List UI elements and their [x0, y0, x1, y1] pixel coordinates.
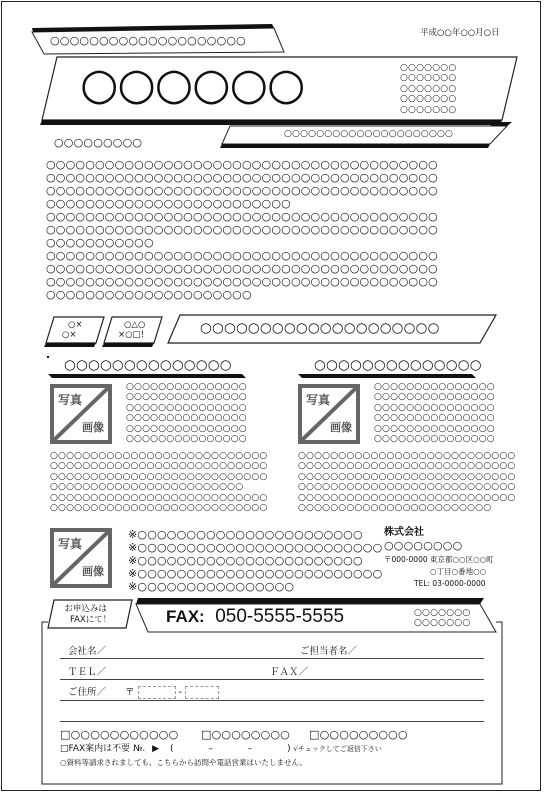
fax-number-line	[166, 606, 344, 628]
left-body-line: ○○○○○○○○○○○○○○○○○○○○○○○○○○○	[50, 451, 268, 461]
left-side-text	[126, 382, 247, 444]
header-right-line: ○○○○○○○	[400, 83, 457, 94]
footer-note: ○資料等請求されましても、こちらから訪問や電話営業はいたしません。	[60, 758, 307, 767]
right-body-line: ○○○○○○○○○○○○○○○○○○○○○○○○○○○	[298, 451, 516, 461]
flyer-page	[1, 1, 541, 791]
note-line: ※○○○○○○○○○○○○○○○○○○○○○○○	[128, 528, 363, 541]
right-photo-placeholder	[298, 384, 360, 444]
fax-number-separator: –	[208, 744, 213, 754]
right-body-line: ○○○○○○○○○○○○○○○○○○○○○○○○○○○	[298, 471, 516, 482]
tel-label: ＴＥＬ／	[68, 667, 107, 678]
intro-heading: ○○○○○○○○○	[54, 136, 143, 149]
left-body-line: ○○○○○○○○○○○○○○○○○○○○○○○○○○○	[50, 461, 268, 472]
left-side-line: ○○○○○○○○○○○○○○○	[126, 392, 247, 403]
right-side-line: ○○○○○○○○○○○○○○○	[374, 423, 495, 434]
fax-number: 050-5555-5555	[215, 606, 345, 627]
note-line: ※○○○○○○○○○○○○○○○○○○○○○○○○○	[128, 541, 383, 554]
left-photo-label-top: 写真	[58, 393, 83, 407]
right-heading-decor	[296, 354, 496, 380]
left-body-line: ○○○○○○○○○○○○○○○○○○○○○○○○	[50, 482, 244, 493]
company-address-2: ○丁目○番地○○	[430, 567, 487, 576]
intro-line: ○○○○○○○○○○○○○○○○○○○○○○○○○○○○○○○○○○○○○○○○	[46, 262, 438, 275]
right-side-line: ○○○○○○○○○○○○○○○	[374, 382, 495, 392]
checkbox-option-2[interactable]: □○○○○○○○○	[201, 728, 290, 741]
right-column-heading: ○○○○○○○○○○○○○○	[314, 357, 482, 373]
intro-paragraph	[46, 158, 516, 301]
address-label-text: ご住所／	[68, 687, 107, 698]
banner-tag-1-line: ○×	[62, 330, 77, 340]
header-right-line: ○○○○○○○	[400, 104, 457, 115]
date-text: 平成○○年○○月○日	[420, 28, 500, 38]
header-right-line: ○○○○○○○	[400, 73, 457, 84]
notes-list	[128, 528, 382, 593]
fax-number-separator: –	[247, 744, 253, 754]
main-title: ○○○○○○	[80, 60, 305, 110]
banner-tag-2-line: ×○□!	[118, 330, 144, 340]
paren-close: )	[287, 744, 291, 754]
header-right-block	[400, 63, 456, 115]
header-right-line: ○○○○○○○	[400, 94, 457, 105]
fax-field-label: ＦＡＸ／	[270, 667, 309, 678]
company-name-field[interactable]	[60, 658, 484, 659]
left-body-text	[50, 451, 267, 513]
left-side-line: ○○○○○○○○○○○○○○○	[126, 382, 247, 392]
right-side-line: ○○○○○○○○○○○○○○○	[374, 402, 495, 413]
check-note: √チェックしてご返信下さい	[293, 745, 382, 753]
right-body-line: ○○○○○○○○○○○○○○○○○○○○○○○○○○○	[298, 482, 516, 493]
company-name-label: 会社名／	[68, 646, 107, 657]
header-strip-text: ○○○○○○○○○○○○○○○○○○○○○	[284, 129, 454, 139]
note-line: ※○○○○○○○○○○○○○○○○○○○○○○○	[128, 554, 363, 567]
banner-tag-1	[62, 320, 83, 340]
intro-line: ○○○○○○○○○○○○○○○○○○○○○○○○○○○○○○○○○○○○○○○○	[46, 210, 438, 223]
right-photo-label-top: 写真	[306, 393, 331, 407]
notes-photo-placeholder	[50, 528, 112, 588]
intro-line: ○○○○○○○○○○○○○○○○○○○○○○○○○○○○○○○○○○○○○○○○	[46, 249, 438, 262]
left-photo-label-bottom: 画像	[82, 421, 104, 434]
intro-line: ○○○○○○○○○○○○○○○○○○○○○○○○○○○○○○○○○○○○○○○○	[46, 158, 438, 171]
right-photo-label-bottom: 画像	[330, 421, 352, 434]
notes-photo-label-top: 写真	[58, 537, 83, 551]
postal-code-first-input[interactable]	[138, 686, 176, 699]
right-body-line: ○○○○○○○○○○○○○○○○○○○○○○○○	[298, 503, 492, 514]
address-field-2[interactable]	[60, 721, 484, 722]
left-side-line: ○○○○○○○○○○○○○○○	[126, 402, 247, 413]
right-side-text	[374, 382, 495, 444]
paren-open: (	[169, 744, 174, 754]
left-side-line: ○○○○○○○○○○○○○○○	[126, 423, 247, 434]
arrow-right-icon: ▶	[152, 744, 160, 754]
left-side-line: ○○○○○○○○○○○○○○○	[126, 413, 247, 424]
checkbox-option-3[interactable]: □○○○○○○○○○	[309, 728, 408, 741]
fax-label: FAX:	[166, 607, 205, 626]
right-side-line: ○○○○○○○○○○○○○○○	[374, 434, 495, 445]
header-right-line: ○○○○○○○	[400, 63, 457, 73]
banner-tag-2	[118, 320, 145, 340]
address-label: ご住所／ 〒 -	[68, 684, 219, 699]
fax-opt-out-line	[60, 743, 382, 755]
address-field[interactable]	[60, 700, 484, 701]
fax-right-line: ○○○○○○○	[414, 618, 471, 629]
banner-tag-2-line: ○△○	[124, 320, 146, 330]
note-line: ※○○○○○○○○○○○○○○○○	[128, 580, 295, 593]
intro-line: ○○○○○○○○○○○○○○○○○○○○○○○○○	[46, 197, 291, 210]
left-body-line: ○○○○○○○○○○○○○○○○○○○○○○○○○○○	[50, 471, 268, 482]
postal-code-second-input[interactable]	[185, 686, 219, 699]
left-body-line: ○○○○○○○○○○○○○○○○○○○○○○○○○○○	[50, 503, 268, 514]
apply-by-fax-tag	[60, 604, 111, 626]
tel-fax-field[interactable]	[60, 679, 484, 680]
right-side-line: ○○○○○○○○○○○○○○○	[374, 392, 495, 403]
apply-line-1: お申込みは	[64, 604, 107, 614]
intro-line: ○○○○○○○○○○○○○○○○○○○○○○○○○○○○○○○○○○○○○○○○	[46, 184, 438, 197]
company-address-1: 〒000-0000 東京都○○区○○町	[384, 555, 494, 564]
right-body-line: ○○○○○○○○○○○○○○○○○○○○○○○○○○○	[298, 492, 516, 503]
contact-person-label: ご担当者名／	[300, 646, 358, 657]
left-side-line: ○○○○○○○○○○○○○○○	[126, 434, 247, 445]
intro-line: ○○○○○○○○○○○○○○○○○○○○○○○○○○○○○○○○○○○○○○○○	[46, 275, 438, 288]
fax-right-small	[414, 608, 470, 629]
fax-right-line: ○○○○○○○	[414, 608, 471, 618]
left-heading-decor	[46, 354, 246, 380]
notes-photo-label-bottom: 画像	[82, 565, 104, 578]
company-tel: TEL: 03-0000-0000	[414, 579, 486, 588]
banner-tag-1-line: ○×	[68, 320, 83, 330]
company-name-2: ○○○○○○○○	[384, 539, 463, 552]
header-subtitle: ○○○○○○○○○○○○○○○○○○○○	[50, 34, 246, 47]
right-body-text	[298, 451, 515, 513]
note-line: ※○○○○○○○○○○○○○○○○○○○○○○○○○	[128, 567, 383, 580]
company-name-1: 株式会社	[384, 527, 424, 538]
postal-mark: 〒	[125, 687, 135, 698]
intro-line: ○○○○○○○○○○○○○○○○○○○○○○○○○○○○○○○○○○○○○○○○	[46, 223, 438, 236]
checkbox-option-1[interactable]: □○○○○○○○○○○○	[60, 728, 179, 741]
intro-line: ○○○○○○○○○○○○○○○○○○○○○	[46, 288, 252, 301]
left-column-heading: ○○○○○○○○○○○○○○	[64, 357, 232, 373]
intro-line: ○○○○○○○○○○○	[46, 236, 154, 249]
left-photo-placeholder	[50, 384, 112, 444]
right-body-line: ○○○○○○○○○○○○○○○○○○○○○○○○○○○	[298, 461, 516, 472]
intro-line: ○○○○○○○○○○○○○○○○○○○○○○○○○○○○○○○○○○○○○○○○	[46, 171, 438, 184]
company-info	[384, 526, 494, 590]
right-side-line: ○○○○○○○○○○○○○○○	[374, 413, 495, 424]
fax-opt-out-checkbox[interactable]: □FAX案内は不要 №.	[60, 744, 146, 754]
apply-line-2: FAXにて！	[70, 615, 112, 625]
left-body-line: ○○○○○○○○○○○○○○○○○○○○○○○○○○○	[50, 492, 268, 503]
banner-text: ○○○○○○○○○○○○○○○○○○○○	[200, 320, 440, 336]
